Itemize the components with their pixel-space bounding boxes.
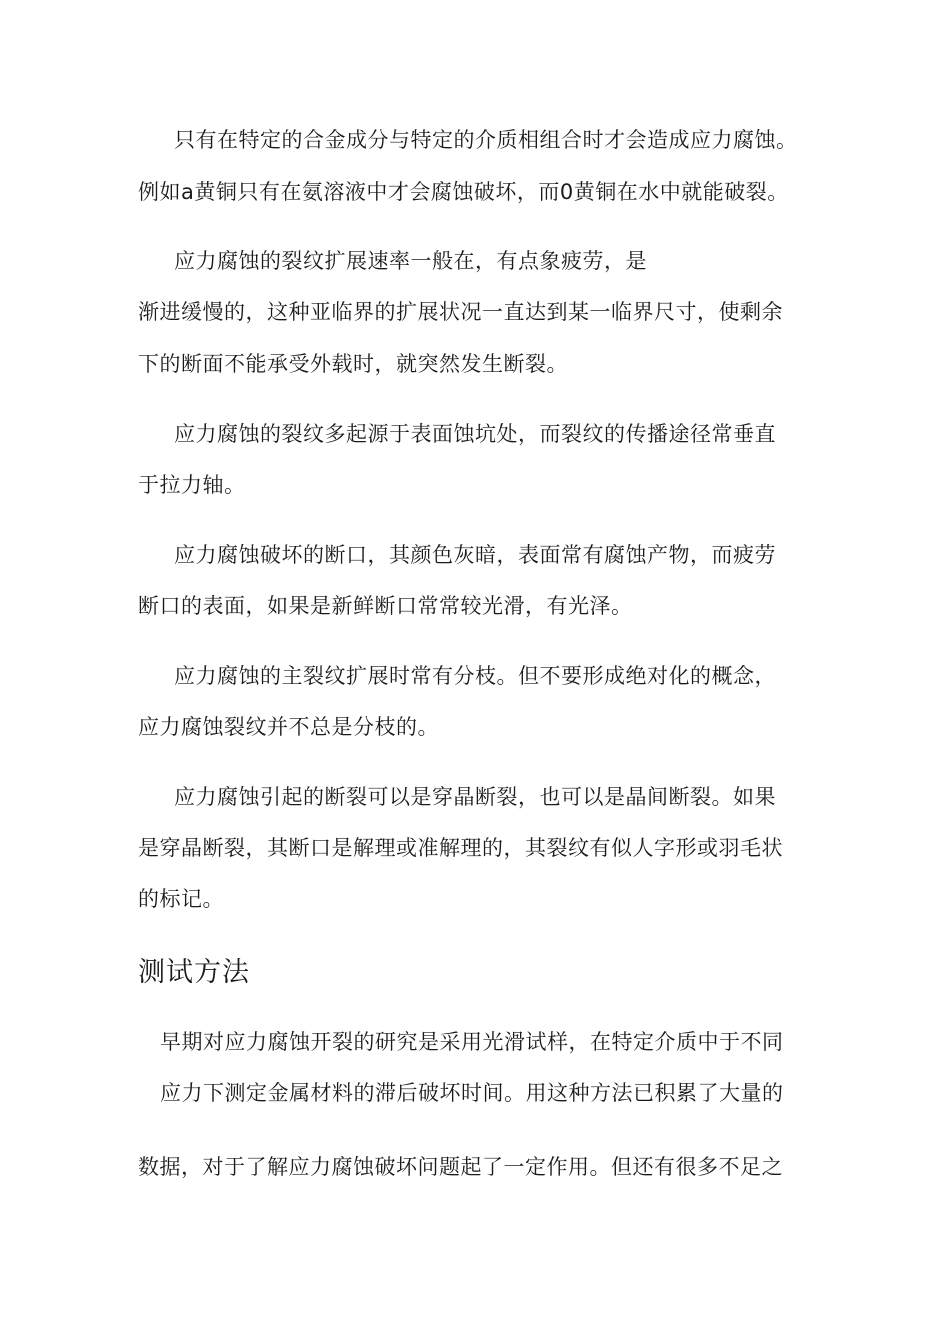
paragraph-5-line-2: 应力腐蚀裂纹并不总是分枝的。 xyxy=(138,715,439,739)
paragraph-2-line-2: 渐进缓慢的，这种亚临界的扩展状况一直达到某一临界尺寸，使剩余 xyxy=(138,300,783,324)
paragraph-1-line-1: 只有在特定的合金成分与特定的介质相组合时才会造成应力腐蚀。 xyxy=(174,128,798,152)
section-heading: 测试方法 xyxy=(138,957,250,988)
paragraph-2-line-1: 应力腐蚀的裂纹扩展速率一般在，有点象疲劳，是 xyxy=(174,249,647,273)
paragraph-4-line-1: 应力腐蚀破坏的断口，其颜色灰暗，表面常有腐蚀产物，而疲劳 xyxy=(174,543,776,567)
paragraph-6-line-1: 应力腐蚀引起的断裂可以是穿晶断裂，也可以是晶间断裂。如果 xyxy=(174,785,776,809)
paragraph-3-line-1: 应力腐蚀的裂纹多起源于表面蚀坑处，而裂纹的传播途径常垂直 xyxy=(174,422,776,446)
section-line-1: 早期对应力腐蚀开裂的研究是采用光滑试样，在特定介质中于不同 xyxy=(160,1030,784,1054)
paragraph-5-line-1: 应力腐蚀的主裂纹扩展时常有分枝。但不要形成绝对化的概念， xyxy=(174,664,776,688)
paragraph-4-line-2: 断口的表面，如果是新鲜断口常常较光滑，有光泽。 xyxy=(138,594,633,618)
paragraph-6-line-3: 的标记。 xyxy=(138,887,224,911)
section-line-2: 应力下测定金属材料的滞后破坏时间。用这种方法已积累了大量的 xyxy=(160,1081,784,1105)
paragraph-1-line-2: 例如a黄铜只有在氨溶液中才会腐蚀破坏，而0黄铜在水中就能破裂。 xyxy=(138,180,789,204)
paragraph-3-line-2: 于拉力轴。 xyxy=(138,473,246,497)
section-line-3: 数据，对于了解应力腐蚀破坏问题起了一定作用。但还有很多不足之 xyxy=(138,1155,783,1179)
paragraph-6-line-2: 是穿晶断裂，其断口是解理或准解理的，其裂纹有似人字形或羽毛状 xyxy=(138,836,783,860)
paragraph-2-line-3: 下的断面不能承受外载时，就突然发生断裂。 xyxy=(138,352,568,376)
